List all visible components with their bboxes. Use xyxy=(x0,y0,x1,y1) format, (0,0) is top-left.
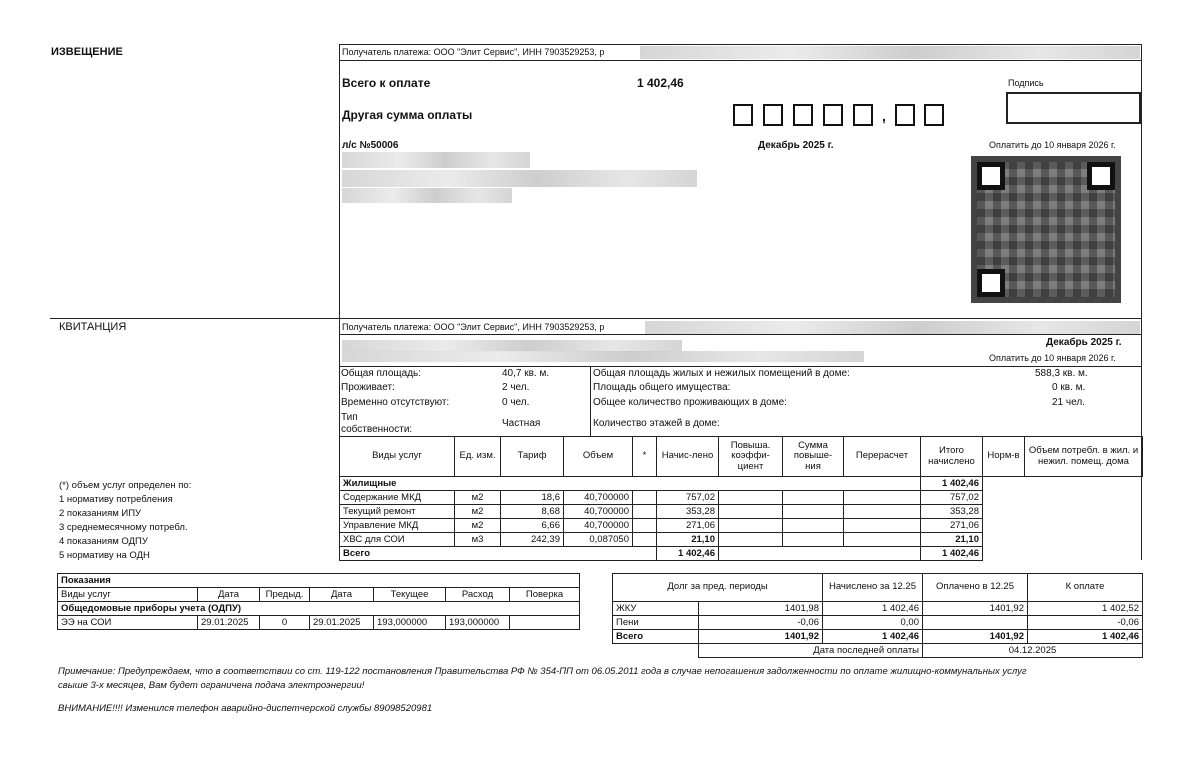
floors-label: Количество этажей в доме: xyxy=(593,418,720,429)
absent-value: 0 чел. xyxy=(502,397,530,408)
meters-header-row xyxy=(58,588,580,602)
total-label: Всего к оплате xyxy=(342,76,431,90)
redacted-recipient xyxy=(640,46,1140,59)
ownership-value: Частная xyxy=(502,418,541,429)
info-divider xyxy=(590,366,591,436)
table-row xyxy=(613,630,1143,644)
table-row xyxy=(613,616,1143,630)
debt-label: ЖКУ xyxy=(613,602,699,616)
signature-box[interactable] xyxy=(1006,92,1141,124)
debt-accrued: 1 402,46 xyxy=(823,602,923,616)
sum-row xyxy=(340,547,1143,561)
service-name: Содержание МКД xyxy=(340,491,455,505)
notice-pay-until: Оплатить до 10 января 2026 г. xyxy=(989,140,1116,150)
meter-verification xyxy=(510,616,580,630)
receipt-recipient: Получатель платежа: ООО "Элит Сервис", ИНН 7903529253, р xyxy=(342,322,605,332)
sum-accrued: 1 402,46 xyxy=(657,547,719,561)
residents-value: 2 чел. xyxy=(502,382,530,393)
legend-item: (*) объем услуг определен по: xyxy=(59,480,192,491)
table-row xyxy=(340,519,1143,533)
amount-digit-box[interactable] xyxy=(924,104,944,126)
recipient-line xyxy=(339,60,1142,61)
meter-prev-value: 0 xyxy=(260,616,310,630)
group-name: Жилищные xyxy=(340,477,921,491)
meter-name: ЭЭ на СОИ xyxy=(58,616,198,630)
area-label: Общая площадь: xyxy=(341,368,422,379)
table-row xyxy=(340,505,1143,519)
col-header: Начислено за 12.25 xyxy=(823,574,923,602)
col-header: Объем потребл. в жил. и нежил. помещ. дома xyxy=(1025,437,1143,477)
service-tariff: 6,66 xyxy=(501,519,564,533)
redacted-address xyxy=(342,188,512,203)
debt-accrued: 1 402,46 xyxy=(823,630,923,644)
last-payment-row xyxy=(613,644,1143,658)
legend-item: 2 показаниям ИПУ xyxy=(59,507,142,519)
qr-finder-icon xyxy=(977,269,1005,297)
service-tariff: 18,6 xyxy=(501,491,564,505)
meters-title: Показания xyxy=(58,574,580,588)
col-header: Текущее xyxy=(374,588,446,602)
debt-paid: 1401,92 xyxy=(923,630,1028,644)
sum-label: Всего xyxy=(340,547,657,561)
other-sum-label: Другая сумма оплаты xyxy=(342,108,473,122)
amount-digit-box[interactable] xyxy=(733,104,753,126)
amount-comma: , xyxy=(882,108,886,124)
col-header: Перерасчет xyxy=(844,437,921,477)
absent-label: Временно отсутствуют: xyxy=(341,397,450,408)
house-residents-label: Общее количество проживающих в доме: xyxy=(593,397,787,408)
col-header: Расход xyxy=(446,588,510,602)
debt-to-pay: 1 402,52 xyxy=(1028,602,1143,616)
debt-paid xyxy=(923,616,1028,630)
service-unit: м2 xyxy=(455,505,501,519)
redacted-address xyxy=(342,351,864,362)
amount-digit-box[interactable] xyxy=(823,104,843,126)
service-unit: м3 xyxy=(455,533,501,547)
col-header: Виды услуг xyxy=(58,588,198,602)
amount-digit-box[interactable] xyxy=(853,104,873,126)
service-name: Текущий ремонт xyxy=(340,505,455,519)
service-volume: 40,700000 xyxy=(564,505,633,519)
redacted-recipient xyxy=(645,321,1140,334)
debt-accrued: 0,00 xyxy=(823,616,923,630)
signature-label: Подпись xyxy=(1008,78,1044,88)
service-tariff: 8,68 xyxy=(501,505,564,519)
service-accrued: 271,06 xyxy=(657,519,719,533)
receipt-label: КВИТАНЦИЯ xyxy=(59,321,127,333)
debt-label: Всего xyxy=(613,630,699,644)
col-header: Оплачено в 12.25 xyxy=(923,574,1028,602)
info-top-line xyxy=(339,366,1142,367)
service-total: 353,28 xyxy=(921,505,983,519)
col-header: Норм-в xyxy=(983,437,1025,477)
last-payment-date: 04.12.2025 xyxy=(923,644,1143,658)
col-header: Дата xyxy=(310,588,374,602)
col-header: К оплате xyxy=(1028,574,1143,602)
volume-legend xyxy=(59,479,191,562)
notice-recipient: Получатель платежа: ООО "Элит Сервис", ИНН 7903529253, р xyxy=(342,47,605,57)
notice-period: Декабрь 2025 г. xyxy=(758,140,834,151)
legend-item: 3 среднемесячному потребл. xyxy=(59,521,188,533)
common-area-label: Площадь общего имущества: xyxy=(593,382,731,393)
residents-label: Проживает: xyxy=(341,382,395,393)
service-volume: 0,087050 xyxy=(564,533,633,547)
common-area-value: 0 кв. м. xyxy=(1052,382,1086,393)
meter-usage: 193,000000 xyxy=(446,616,510,630)
meter-curr-date: 29.01.2025 xyxy=(310,616,374,630)
house-residents-value: 21 чел. xyxy=(1052,397,1085,408)
table-row xyxy=(340,491,1143,505)
debt-to-pay: -0,06 xyxy=(1028,616,1143,630)
legend-item: 5 нормативу на ОДН xyxy=(59,549,150,561)
col-header: Поверка xyxy=(510,588,580,602)
ownership-label: Тип собственности: xyxy=(341,412,413,435)
col-header: Объем xyxy=(564,437,633,477)
col-header: Виды услуг xyxy=(340,437,455,477)
notice-label: ИЗВЕЩЕНИЕ xyxy=(51,46,123,58)
recipient-line-2 xyxy=(339,334,1142,335)
qr-finder-icon xyxy=(1087,162,1115,190)
account-number: л/с №50006 xyxy=(342,140,399,151)
debt-prev: 1401,92 xyxy=(699,630,823,644)
debt-table xyxy=(612,573,1143,658)
section-separator xyxy=(50,318,1142,319)
debt-prev: 1401,98 xyxy=(699,602,823,616)
sum-total: 1 402,46 xyxy=(921,547,983,561)
meter-prev-date: 29.01.2025 xyxy=(198,616,260,630)
table-row xyxy=(340,533,1143,547)
service-accrued: 353,28 xyxy=(657,505,719,519)
meters-table xyxy=(57,573,580,630)
receipt-pay-until: Оплатить до 10 января 2026 г. xyxy=(989,353,1116,363)
col-header: Начис-лено xyxy=(657,437,719,477)
redacted-address xyxy=(342,170,697,187)
col-header: Дата xyxy=(198,588,260,602)
meter-curr-value: 193,000000 xyxy=(374,616,446,630)
table-row xyxy=(613,602,1143,616)
last-payment-label: Дата последней оплаты xyxy=(699,644,923,658)
meters-subtitle: Общедомовые приборы учета (ОДПУ) xyxy=(58,602,580,616)
group-row xyxy=(340,477,1143,491)
house-area-label: Общая площадь жилых и нежилых помещений в доме: xyxy=(593,368,850,379)
col-header: Ед. изм. xyxy=(455,437,501,477)
total-value: 1 402,46 xyxy=(637,76,684,90)
services-header-row xyxy=(340,437,1143,477)
debt-label: Пени xyxy=(613,616,699,630)
area-value: 40,7 кв. м. xyxy=(502,368,550,379)
services-table xyxy=(339,436,1143,561)
service-name: ХВС для СОИ xyxy=(340,533,455,547)
redacted-name xyxy=(342,152,530,168)
frame-top xyxy=(339,44,1142,45)
note-line: Примечание: Предупреждаем, что в соответствии со ст. 119-122 постановления Правительства РФ № 354-ПП от 06.05.2011 года в случае непогашения задолженности по оплате жилищно-коммунальных услуг xyxy=(58,666,1027,677)
legend-item: 4 показаниям ОДПУ xyxy=(59,535,148,547)
debt-header-row xyxy=(613,574,1143,602)
service-volume: 40,700000 xyxy=(564,519,633,533)
amount-digit-box[interactable] xyxy=(895,104,915,126)
col-header: Повыша. коэффи-циент xyxy=(719,437,783,477)
debt-paid: 1401,92 xyxy=(923,602,1028,616)
service-accrued: 21,10 xyxy=(657,533,719,547)
amount-digit-box[interactable] xyxy=(763,104,783,126)
legend-item: 1 нормативу потребления xyxy=(59,493,173,505)
group-total: 1 402,46 xyxy=(921,477,983,491)
qr-code xyxy=(971,156,1121,303)
col-header: Итого начислено xyxy=(921,437,983,477)
table-row xyxy=(58,616,580,630)
qr-finder-icon xyxy=(977,162,1005,190)
amount-digit-box[interactable] xyxy=(793,104,813,126)
col-header: * xyxy=(633,437,657,477)
debt-prev: -0,06 xyxy=(699,616,823,630)
col-header: Тариф xyxy=(501,437,564,477)
col-header: Сумма повыше-ния xyxy=(783,437,844,477)
attention-line: ВНИМАНИЕ!!!! Изменился телефон аварийно-диспетчерской службы 89098520981 xyxy=(58,703,433,714)
col-header: Предыд. xyxy=(260,588,310,602)
house-area-value: 588,3 кв. м. xyxy=(1035,368,1088,379)
service-total: 21,10 xyxy=(921,533,983,547)
col-header: Долг за пред. периоды xyxy=(613,574,823,602)
service-total: 757,02 xyxy=(921,491,983,505)
service-unit: м2 xyxy=(455,519,501,533)
service-volume: 40,700000 xyxy=(564,491,633,505)
debt-to-pay: 1 402,46 xyxy=(1028,630,1143,644)
note-line: свыше 3-х месяцев, Вам будет ограничена подача электроэнергии! xyxy=(58,680,365,691)
service-name: Управление МКД xyxy=(340,519,455,533)
receipt-period: Декабрь 2025 г. xyxy=(1046,337,1122,348)
service-accrued: 757,02 xyxy=(657,491,719,505)
service-unit: м2 xyxy=(455,491,501,505)
service-total: 271,06 xyxy=(921,519,983,533)
service-tariff: 242,39 xyxy=(501,533,564,547)
